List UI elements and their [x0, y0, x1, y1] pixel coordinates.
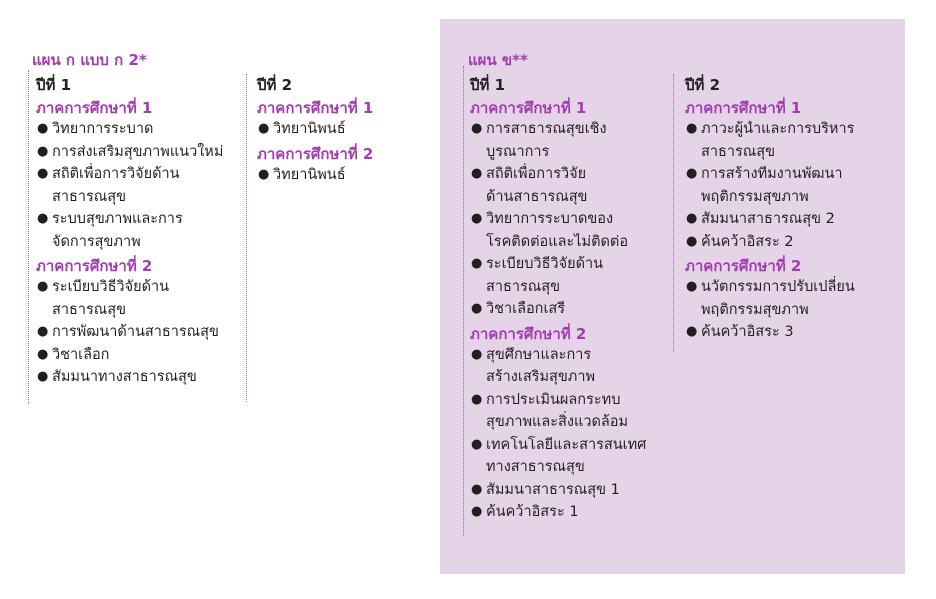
year-label: ปีที่ 1	[36, 76, 72, 94]
list-item: ● สัมมนาทางสาธารณสุข	[37, 369, 197, 385]
list-item: ● การพัฒนาด้านสาธารณสุข	[37, 324, 219, 340]
list-item: ● ภาวะผู้นำและการบริหาร สาธารณสุข	[686, 121, 855, 160]
list-item: ● การสร้างทีมงานพัฒนา พฤติกรรมสุขภาพ	[686, 166, 843, 205]
list-item: ● วิทยาการระบาดของ โรคติดต่อและไม่ติดต่อ	[471, 211, 629, 250]
divider-plan-b-left	[463, 66, 464, 536]
list-item: ● สถิติเพื่อการวิจัยด้าน สาธารณสุข	[37, 166, 180, 205]
list-item: ● ค้นคว้าอิสระ 3	[686, 324, 794, 340]
divider-plan-b-years	[673, 74, 674, 352]
semester-label: ภาคการศึกษาที่ 2	[685, 257, 802, 275]
list-item: ● การประเมินผลกระทบ สุขภาพและสิ่งแวดล้อม	[471, 391, 629, 430]
year-label: ปีที่ 2	[685, 76, 721, 94]
course-list	[36, 118, 236, 253]
list-item: ● สุขศึกษาและการ สร้างเสริมสุขภาพ	[471, 346, 596, 385]
semester-label: ภาคการศึกษาที่ 2	[36, 257, 153, 275]
course-list	[257, 164, 427, 187]
course-list	[257, 118, 427, 141]
list-item: ● สัมมนาสาธารณสุข 2	[686, 211, 835, 227]
year-label: ปีที่ 1	[470, 76, 506, 94]
list-item: ● วิชาเลือก	[37, 346, 110, 363]
list-item: ● สถิติเพื่อการวิจัย ด้านสาธารณสุข	[471, 166, 588, 205]
plan-a-year-1	[36, 75, 236, 389]
plan-b-title: แผน ข**	[468, 51, 528, 69]
course-list	[470, 118, 670, 321]
plan-b-year-2	[685, 75, 900, 344]
plan-b-year-1	[470, 75, 670, 524]
list-item: ● ระเบียบวิธีวิจัยด้าน สาธารณสุข	[471, 256, 604, 295]
list-item: ● ค้นคว้าอิสระ 1	[471, 504, 579, 520]
list-item: ● การสาธารณสุขเชิง บูรณาการ	[471, 121, 607, 160]
list-item: ● สัมมนาสาธารณสุข 1	[471, 481, 620, 498]
divider-plan-a-years	[246, 74, 247, 402]
course-list	[470, 344, 670, 524]
plan-a-title: แผน ก แบบ ก 2*	[32, 51, 147, 69]
list-item: ● เทคโนโลยีและสารสนเทศ ทางสาธารณสุข	[471, 436, 647, 475]
course-list	[36, 276, 236, 389]
list-item: ● วิทยาการระบาด	[37, 121, 154, 137]
divider-plan-a-left	[28, 70, 29, 404]
semester-label: ภาคการศึกษาที่ 1	[257, 99, 374, 117]
list-item: ● การส่งเสริมสุขภาพแนวใหม่	[37, 143, 224, 160]
semester-label: ภาคการศึกษาที่ 2	[470, 324, 587, 343]
plan-a-year-2	[257, 75, 427, 186]
list-item: ● นวัตกรรมการปรับเปลี่ยน พฤติกรรมสุขภาพ	[686, 279, 855, 318]
year-label: ปีที่ 2	[257, 76, 293, 94]
list-item: ● วิชาเลือกเสรี	[471, 301, 566, 317]
list-item: ● ระเบียบวิธีวิจัยด้าน สาธารณสุข	[37, 279, 170, 318]
semester-label: ภาคการศึกษาที่ 1	[685, 99, 802, 117]
course-list	[685, 276, 900, 344]
list-item: ● ค้นคว้าอิสระ 2	[686, 233, 794, 250]
semester-label: ภาคการศึกษาที่ 1	[36, 99, 153, 117]
list-item: ● วิทยานิพนธ์	[258, 166, 346, 183]
list-item: ● ระบบสุขภาพและการ จัดการสุขภาพ	[37, 211, 183, 250]
semester-label: ภาคการศึกษาที่ 1	[470, 99, 587, 117]
course-list	[685, 118, 900, 253]
list-item: ● วิทยานิพนธ์	[258, 121, 346, 137]
semester-label: ภาคการศึกษาที่ 2	[257, 144, 374, 163]
